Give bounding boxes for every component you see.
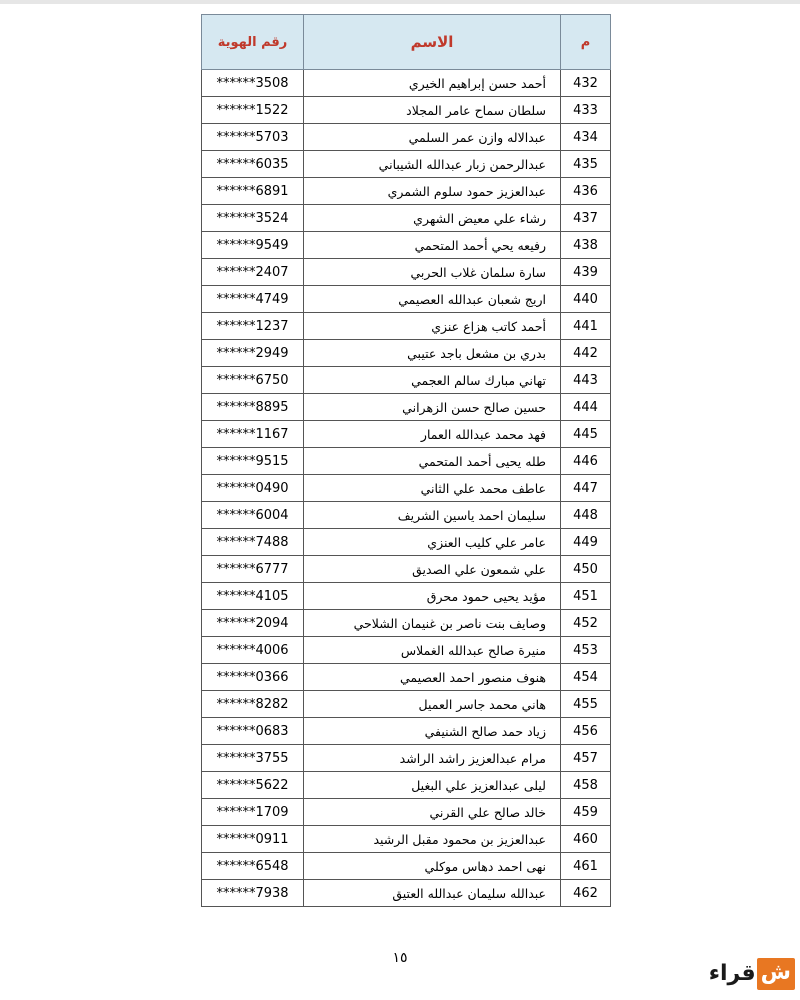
table-row <box>202 556 611 583</box>
row-name: مرام عبدالعزيز راشد الراشد <box>304 745 561 772</box>
row-name: سارة سلمان غلاب الحربي <box>304 259 561 286</box>
table-row <box>202 853 611 880</box>
row-id-number: ******2094 <box>202 610 304 637</box>
row-name: أحمد كاتب هزاع عنزي <box>304 313 561 340</box>
table-row <box>202 232 611 259</box>
row-id-number: ******3524 <box>202 205 304 232</box>
row-number: 444 <box>561 394 611 421</box>
row-number: 450 <box>561 556 611 583</box>
row-number: 461 <box>561 853 611 880</box>
row-id-number: ******4006 <box>202 637 304 664</box>
table-row <box>202 313 611 340</box>
row-id-number: ******6004 <box>202 502 304 529</box>
row-number: 449 <box>561 529 611 556</box>
site-logo <box>709 958 795 990</box>
row-number: 446 <box>561 448 611 475</box>
logo-text: قراء <box>708 961 756 986</box>
row-id-number: ******6750 <box>202 367 304 394</box>
row-number: 453 <box>561 637 611 664</box>
table-body <box>202 70 611 907</box>
table-header-row <box>202 15 611 70</box>
row-name: فهد محمد عبدالله العمار <box>304 421 561 448</box>
table-row <box>202 340 611 367</box>
table-row <box>202 97 611 124</box>
row-number: 436 <box>561 178 611 205</box>
row-number: 452 <box>561 610 611 637</box>
table-row <box>202 583 611 610</box>
table-row <box>202 880 611 907</box>
names-table <box>201 14 611 907</box>
table-row <box>202 421 611 448</box>
row-id-number: ******7488 <box>202 529 304 556</box>
row-number: 439 <box>561 259 611 286</box>
row-name: عبدالعزيز بن محمود مقبل الرشيد <box>304 826 561 853</box>
row-id-number: ******4749 <box>202 286 304 313</box>
table-row <box>202 448 611 475</box>
row-id-number: ******6035 <box>202 151 304 178</box>
header-name: الاسم <box>304 15 561 70</box>
row-number: 454 <box>561 664 611 691</box>
row-name: عاطف محمد علي الثاني <box>304 475 561 502</box>
logo-highlight: ش <box>757 958 795 990</box>
row-id-number: ******1237 <box>202 313 304 340</box>
table-row <box>202 286 611 313</box>
row-id-number: ******3508 <box>202 70 304 97</box>
table-row <box>202 691 611 718</box>
table-row <box>202 502 611 529</box>
row-number: 448 <box>561 502 611 529</box>
row-name: هاني محمد جاسر العميل <box>304 691 561 718</box>
row-number: 433 <box>561 97 611 124</box>
row-id-number: ******6777 <box>202 556 304 583</box>
row-id-number: ******4105 <box>202 583 304 610</box>
table-row <box>202 718 611 745</box>
table-row <box>202 529 611 556</box>
row-number: 438 <box>561 232 611 259</box>
row-number: 462 <box>561 880 611 907</box>
row-id-number: ******0911 <box>202 826 304 853</box>
row-name: رشاء علي معيض الشهري <box>304 205 561 232</box>
row-id-number: ******7938 <box>202 880 304 907</box>
table-row <box>202 124 611 151</box>
row-name: عبدالعزيز حمود سلوم الشمري <box>304 178 561 205</box>
row-id-number: ******5703 <box>202 124 304 151</box>
header-number: م <box>561 15 611 70</box>
row-name: سليمان احمد ياسين الشريف <box>304 502 561 529</box>
row-name: طله يحيى أحمد المتحمي <box>304 448 561 475</box>
row-id-number: ******9549 <box>202 232 304 259</box>
row-name: وصايف بنت ناصر بن غنيمان الشلاحي <box>304 610 561 637</box>
row-name: هنوف منصور احمد العصيمي <box>304 664 561 691</box>
row-name: تهاني مبارك سالم العجمي <box>304 367 561 394</box>
row-name: عبدالاله وازن عمر السلمي <box>304 124 561 151</box>
row-name: مؤيد يحيى حمود محرق <box>304 583 561 610</box>
row-number: 455 <box>561 691 611 718</box>
row-number: 437 <box>561 205 611 232</box>
row-id-number: ******0490 <box>202 475 304 502</box>
table-row <box>202 70 611 97</box>
row-id-number: ******0366 <box>202 664 304 691</box>
table-row <box>202 367 611 394</box>
table-row <box>202 745 611 772</box>
table-row <box>202 772 611 799</box>
table-row <box>202 205 611 232</box>
row-name: ليلى عبدالعزيز علي البغيل <box>304 772 561 799</box>
row-name: عامر علي كليب العنزي <box>304 529 561 556</box>
row-name: نهى احمد دهاس موكلي <box>304 853 561 880</box>
row-number: 435 <box>561 151 611 178</box>
row-name: عبدالله سليمان عبدالله العتيق <box>304 880 561 907</box>
row-number: 443 <box>561 367 611 394</box>
row-id-number: ******6891 <box>202 178 304 205</box>
row-id-number: ******6548 <box>202 853 304 880</box>
row-name: حسين صالح حسن الزهراني <box>304 394 561 421</box>
table-row <box>202 610 611 637</box>
table-row <box>202 664 611 691</box>
row-id-number: ******0683 <box>202 718 304 745</box>
row-number: 432 <box>561 70 611 97</box>
row-id-number: ******2407 <box>202 259 304 286</box>
table-row <box>202 799 611 826</box>
row-id-number: ******3755 <box>202 745 304 772</box>
row-number: 434 <box>561 124 611 151</box>
row-name: رفيعه يحي أحمد المتحمي <box>304 232 561 259</box>
row-number: 460 <box>561 826 611 853</box>
row-name: بدري بن مشعل باجد عتيبي <box>304 340 561 367</box>
table-row <box>202 826 611 853</box>
row-id-number: ******2949 <box>202 340 304 367</box>
row-id-number: ******1167 <box>202 421 304 448</box>
row-number: 440 <box>561 286 611 313</box>
table-row <box>202 178 611 205</box>
row-id-number: ******1709 <box>202 799 304 826</box>
row-number: 442 <box>561 340 611 367</box>
row-number: 451 <box>561 583 611 610</box>
row-number: 447 <box>561 475 611 502</box>
table-row <box>202 394 611 421</box>
row-name: علي شمعون علي الصديق <box>304 556 561 583</box>
row-number: 441 <box>561 313 611 340</box>
row-name: سلطان سماح عامر المجلاد <box>304 97 561 124</box>
row-name: خالد صالح علي القرني <box>304 799 561 826</box>
row-id-number: ******8282 <box>202 691 304 718</box>
row-id-number: ******9515 <box>202 448 304 475</box>
row-number: 457 <box>561 745 611 772</box>
row-id-number: ******8895 <box>202 394 304 421</box>
row-number: 456 <box>561 718 611 745</box>
page-top-edge <box>0 0 800 4</box>
row-number: 458 <box>561 772 611 799</box>
table-row <box>202 151 611 178</box>
row-name: اريج شعبان عبدالله العصيمي <box>304 286 561 313</box>
row-name: منيرة صالح عبدالله الغملاس <box>304 637 561 664</box>
row-id-number: ******1522 <box>202 97 304 124</box>
table-row <box>202 637 611 664</box>
row-name: أحمد حسن إبراهيم الخيري <box>304 70 561 97</box>
table-row <box>202 475 611 502</box>
header-id-number: رقم الهوية <box>202 15 304 70</box>
row-name: عبدالرحمن زبار عبدالله الشيباني <box>304 151 561 178</box>
row-id-number: ******5622 <box>202 772 304 799</box>
table-row <box>202 259 611 286</box>
row-name: زياد حمد صالح الشنيفي <box>304 718 561 745</box>
row-number: 445 <box>561 421 611 448</box>
row-number: 459 <box>561 799 611 826</box>
page-number: ١٥ <box>392 950 408 966</box>
